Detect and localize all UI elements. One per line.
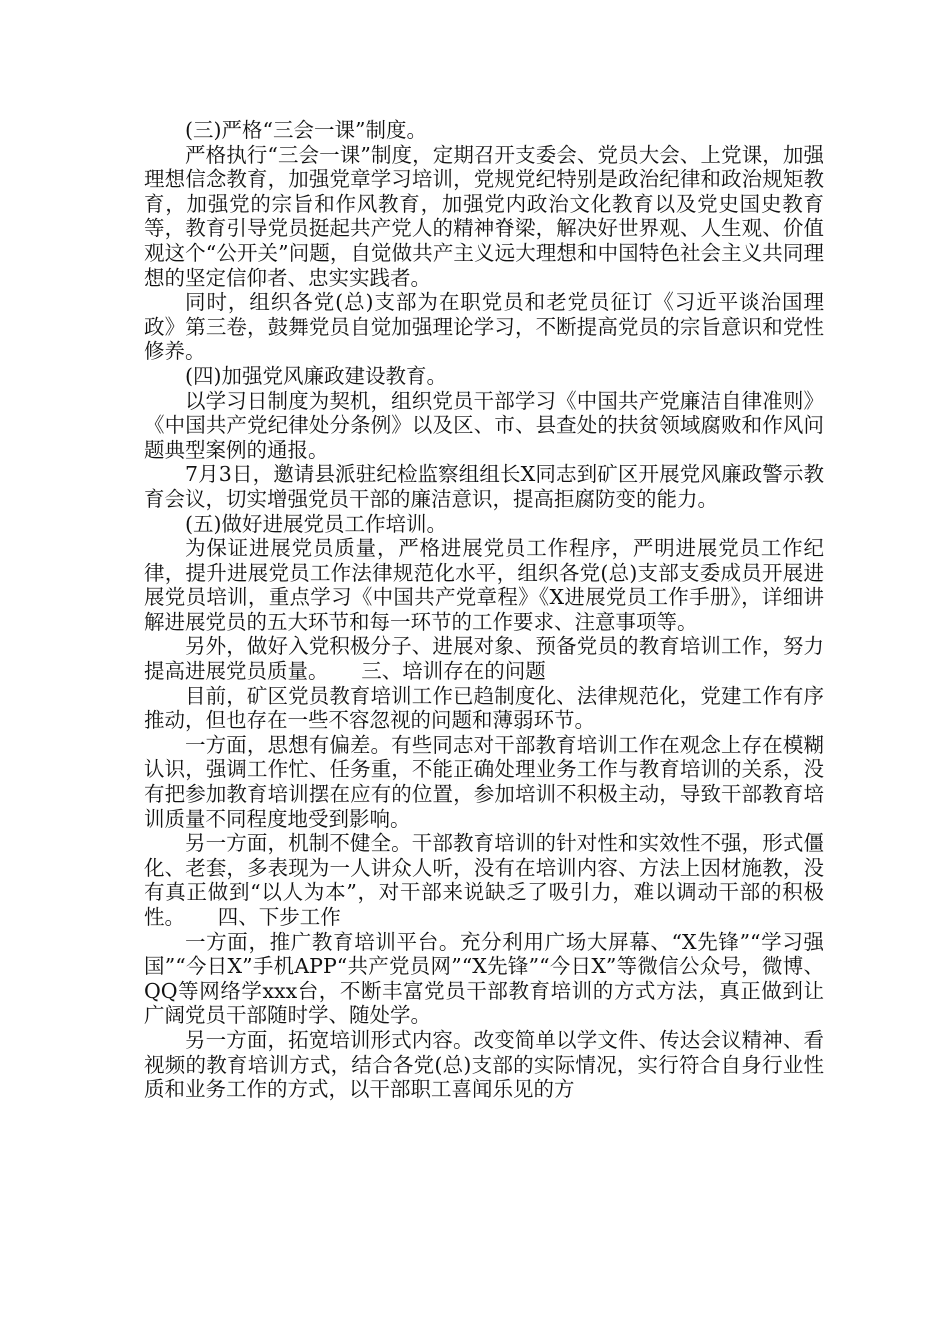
paragraph: 另一方面，机制不健全。干部教育培训的针对性和实效性不强，形式僵化、老套，多表现为一人讲众人听，没有在培训内容、方法上因材施教，没有真正做到“以人为本”，对干部来说缺乏了吸引力，难以调动干部的积极性。 四、下步工作 bbox=[144, 831, 824, 929]
paragraph: 严格执行“三会一课”制度，定期召开支委会、党员大会、上党课，加强理想信念教育，加强党章学习培训，党规党纪特别是政治纪律和政治规矩教育，加强党的宗旨和作风教育，加强党内政治文化教育以及党史国史教育等，教育引导党员挺起共产党人的精神脊梁，解决好世界观、人生观、价值观这个“公开关”问题，自觉做共产主义远大理想和中国特色社会主义共同理想的坚定信仰者、忠实实践者。 bbox=[144, 142, 824, 290]
paragraph: 目前，矿区党员教育培训工作已趋制度化、法律规范化，党建工作有序推动，但也存在一些不容忽视的问题和薄弱环节。 bbox=[144, 683, 824, 733]
section-heading-training-problems: 三、培训存在的问题 bbox=[361, 659, 546, 684]
paragraph: 另外，做好入党积极分子、进展对象、预备党员的教育培训工作，努力提高进展党员质量。 三、培训存在的问题 bbox=[144, 634, 824, 684]
paragraph: 为保证进展党员质量，严格进展党员工作程序，严明进展党员工作纪律，提升进展党员工作法律规范化水平，组织各党(总)支部支委成员开展进展党员培训，重点学习《中国共产党章程》《X进展党员工作手册》，详细讲解进展党员的五大环节和每一环节的工作要求、注意事项等。 bbox=[144, 536, 824, 634]
paragraph: 一方面，推广教育培训平台。充分利用广场大屏幕、“X先锋”“学习强国”“今日X”手机APP“共产党员网”“X先锋”“今日X”等微信公众号，微博、QQ等网络学xxx台，不断丰富党员干部教育培训的方式方法，真正做到让广阔党员干部随时学、随处学。 bbox=[144, 929, 824, 1028]
paragraph: 7月3日，邀请县派驻纪检监察组组长X同志到矿区开展党风廉政警示教育会议，切实增强党员干部的廉洁意识，提高拒腐防变的能力。 bbox=[144, 462, 824, 511]
paragraph: 同时，组织各党(总)支部为在职党员和老党员征订《习近平谈治国理政》第三卷，鼓舞党员自觉加强理论学习，不断提高党员的宗旨意识和党性修养。 bbox=[144, 290, 824, 364]
section-heading-4: (四)加强党风廉政建设教育。 bbox=[185, 363, 447, 388]
section-heading-next-steps: 四、下步工作 bbox=[217, 905, 341, 929]
paragraph: 以学习日制度为契机，组织党员干部学习《中国共产党廉洁自律准则》《中国共产党纪律处分条例》以及区、市、县查处的扶贫领域腐败和作风问题典型案例的通报。 bbox=[144, 388, 824, 462]
document-body bbox=[144, 118, 824, 1102]
section-heading-5: (五)做好进展党员工作培训。 bbox=[185, 511, 447, 536]
section-heading-3: (三)严格“三会一课”制度。 bbox=[185, 118, 427, 142]
paragraph: 另一方面，拓宽培训形式内容。改变简单以学文件、传达会议精神、看视频的教育培训方式，结合各党(总)支部的实际情况，实行符合自身行业性质和业务工作的方式，以干部职工喜闻乐见的方 bbox=[144, 1027, 824, 1102]
paragraph: 一方面，思想有偏差。有些同志对干部教育培训工作在观念上存在模糊认识，强调工作忙、任务重，不能正确处理业务工作与教育培训的关系，没有把参加教育培训摆在应有的位置，参加培训不积极主动，导致干部教育培训质量不同程度地受到影响。 bbox=[144, 732, 824, 831]
